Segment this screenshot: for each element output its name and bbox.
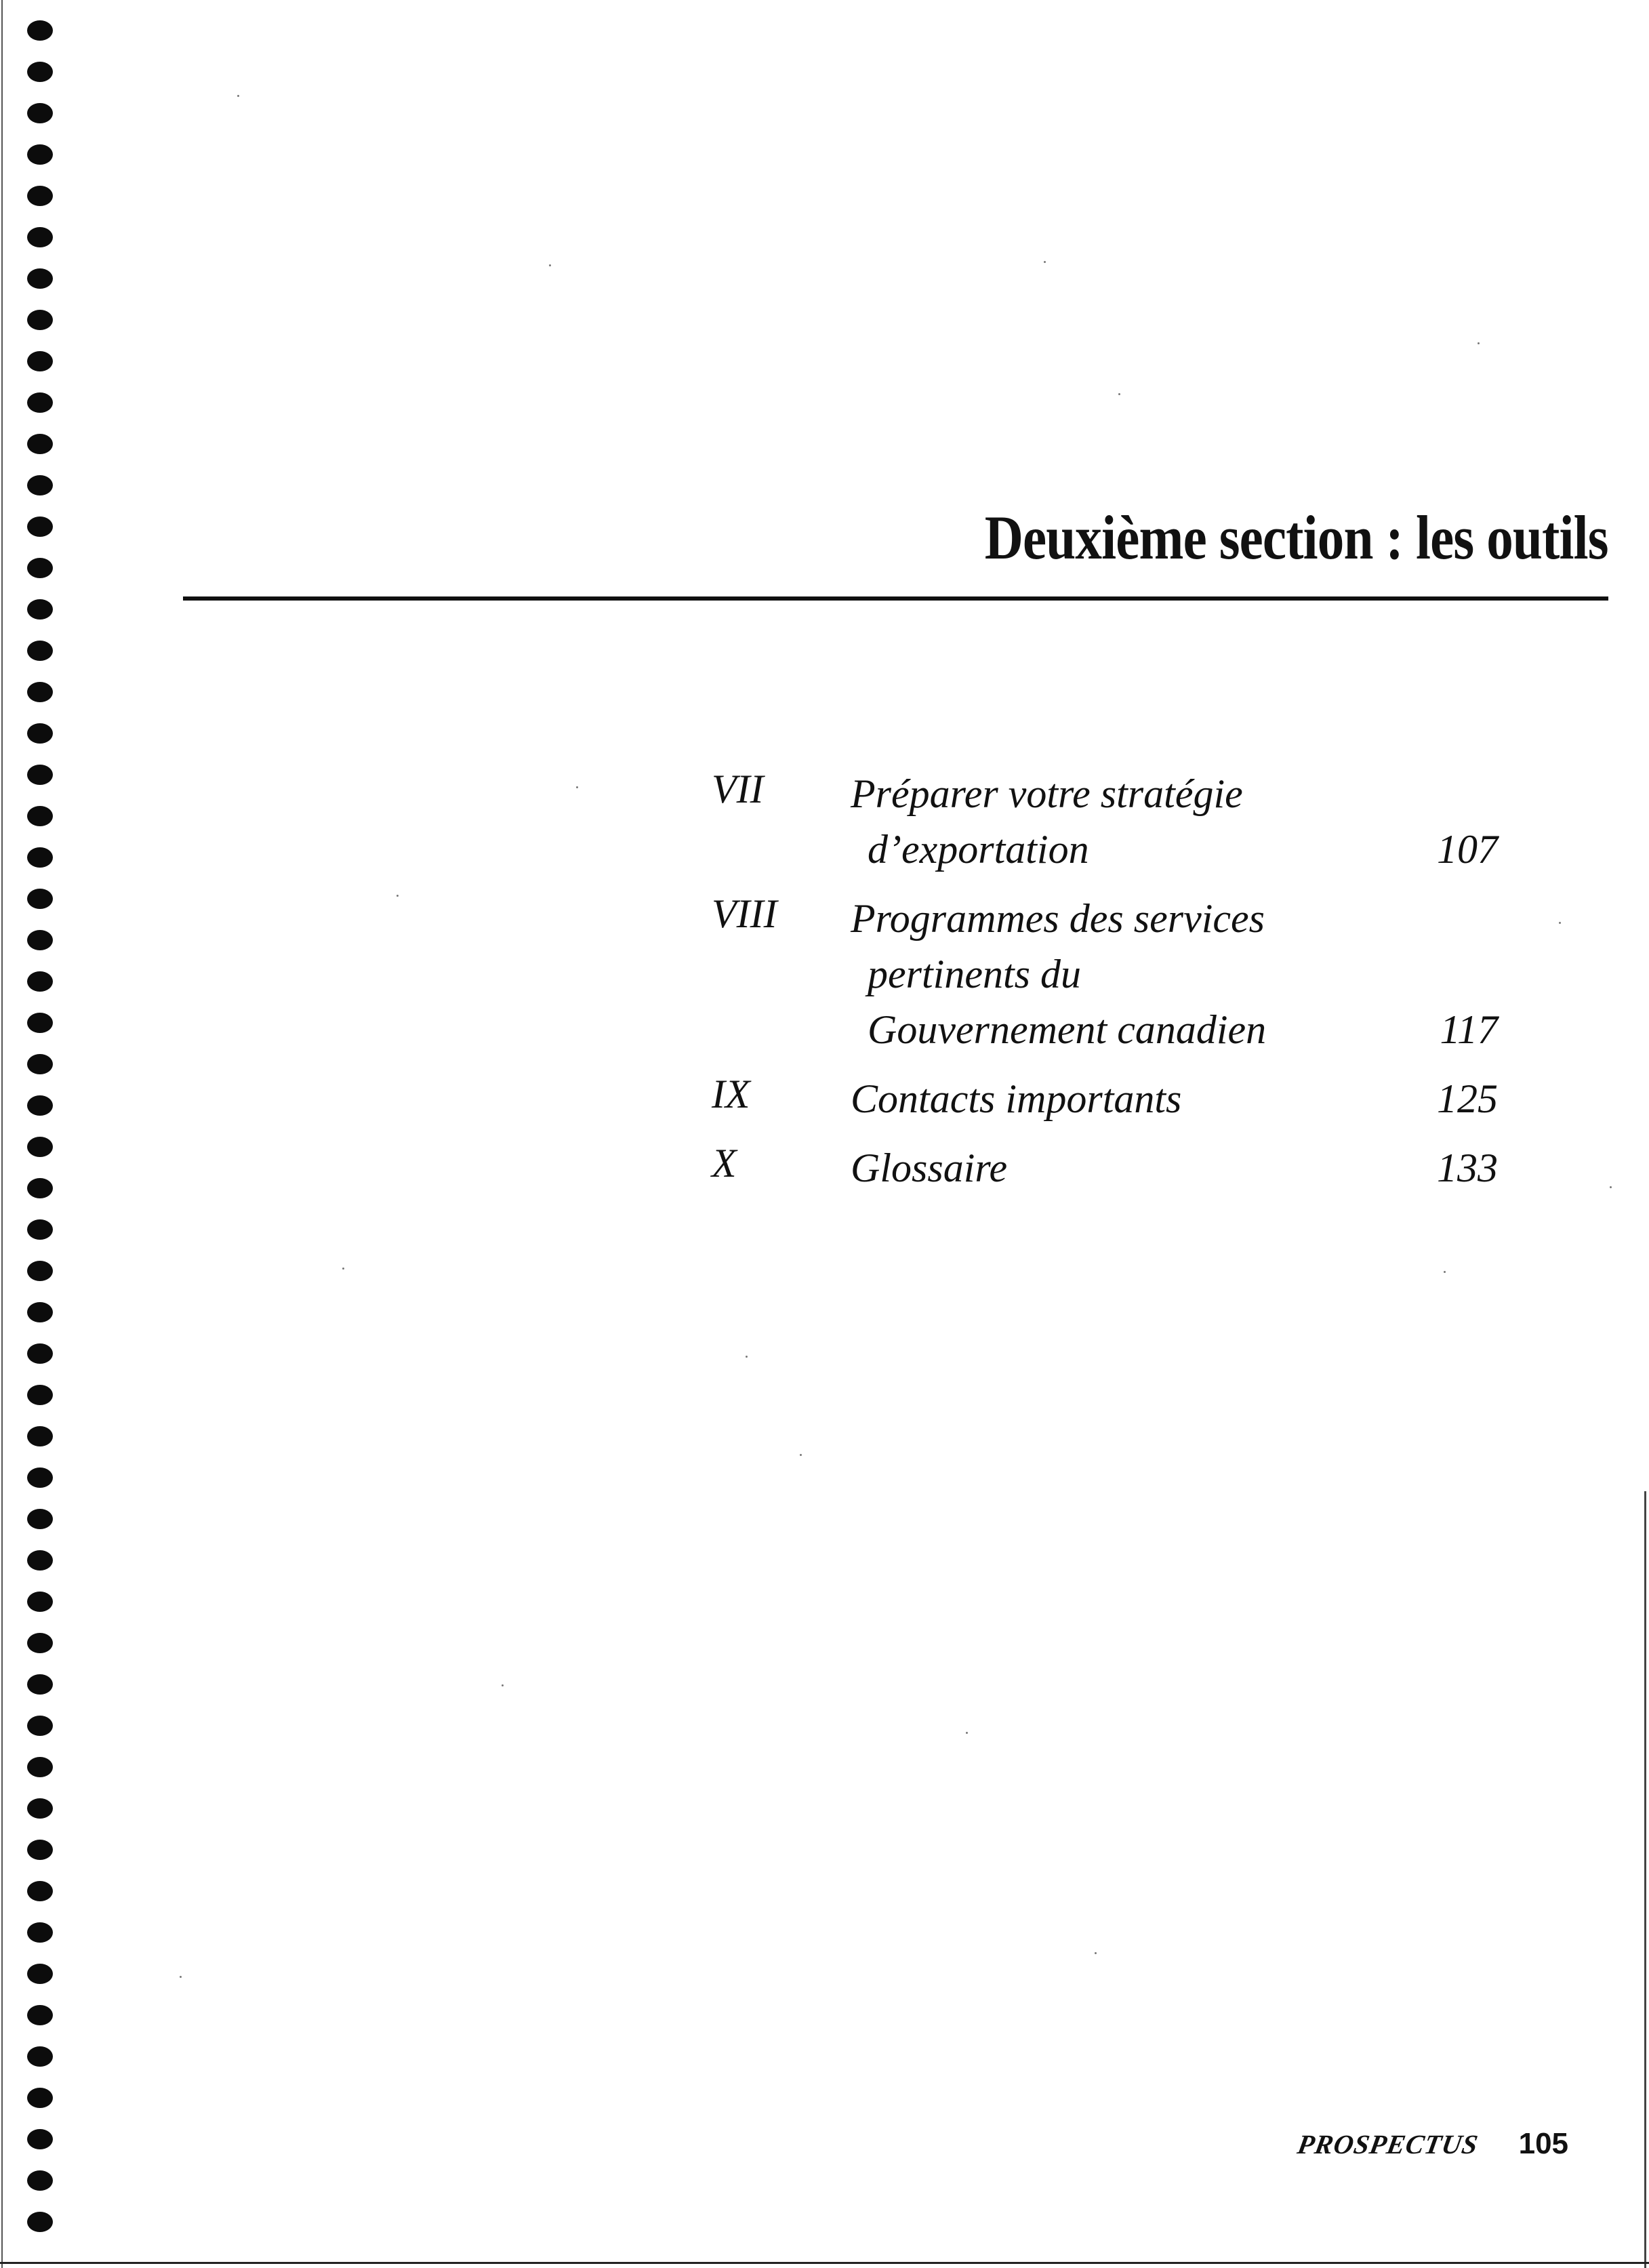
toc-entry [712,1140,1525,1196]
toc-page-number: 117 [1440,1007,1498,1052]
table-of-contents [712,766,1525,1209]
scan-speck [1095,1952,1097,1954]
binding-hole [27,1881,53,1901]
binding-hole [27,971,53,992]
binding-hole [27,310,53,330]
prospectus-logo-text: PROSPECTUS [1295,2128,1481,2160]
binding-hole [27,1137,53,1157]
binding-hole [27,1633,53,1653]
binding-hole [27,1592,53,1612]
binding-hole [27,2005,53,2025]
scan-speck [1118,393,1120,395]
binding-hole [27,847,53,868]
binding-hole [27,434,53,454]
binding-hole [27,1509,53,1529]
scan-speck [966,1732,968,1734]
binding-hole [27,1922,53,1943]
binding-hole [27,268,53,289]
binding-hole [27,186,53,206]
binding-hole [27,144,53,165]
binding-hole [27,1798,53,1819]
binding-hole [27,1302,53,1322]
binding-hole [27,1219,53,1240]
binding-hole [27,103,53,123]
toc-title-line: Glossaire [851,1146,1008,1190]
binding-hole [27,62,53,82]
toc-page-number: 133 [1437,1146,1498,1190]
binding-hole [27,1757,53,1777]
toc-chapter-title [851,1140,1366,1196]
binding-hole [27,1426,53,1446]
binding-hole [27,2129,53,2149]
toc-chapter-number: VII [712,767,764,811]
binding-hole [27,1716,53,1736]
scan-speck [180,1976,182,1978]
scan-speck [1444,1271,1446,1273]
scan-speck [549,264,551,266]
binding-hole [27,765,53,785]
binding-hole [27,1178,53,1198]
toc-entry [712,1071,1525,1127]
binding-hole [27,599,53,620]
binding-hole [27,517,53,537]
binding-hole [27,1054,53,1074]
binding-hole [27,1095,53,1116]
binding-hole [27,1964,53,1984]
toc-title-line: Préparer votre stratégie [851,771,1243,816]
title-rule [183,596,1608,601]
binding-hole [27,1840,53,1860]
scan-edge-left [1,0,3,2268]
toc-chapter-title [851,766,1366,877]
binding-hole [27,475,53,495]
page-number: 105 [1518,2127,1569,2160]
binding-hole [27,930,53,950]
toc-entry [712,891,1525,1057]
binding-hole [27,1343,53,1364]
binding-hole [27,351,53,371]
toc-chapter-number: IX [712,1072,750,1116]
binding-hole [27,1467,53,1488]
scan-speck [1478,342,1480,344]
binding-hole [27,1385,53,1405]
toc-page-number: 107 [1437,827,1498,872]
binding-hole [27,558,53,578]
scan-speck [746,1356,748,1358]
binding-hole [27,641,53,661]
toc-entry [712,766,1525,877]
spiral-binding [27,20,54,2253]
binding-hole [27,2212,53,2232]
scan-speck [1044,261,1046,263]
scan-edge-bottom [0,2262,1649,2264]
prospectus-logo [1295,2128,1481,2160]
page-footer [1295,2127,1569,2161]
binding-hole [27,2046,53,2067]
binding-hole [27,1013,53,1033]
binding-hole [27,1550,53,1571]
scan-speck [800,1454,802,1456]
binding-hole [27,392,53,413]
binding-hole [27,682,53,702]
scan-edge-right [1644,1491,1646,2268]
binding-hole [27,20,53,41]
binding-hole [27,227,53,247]
scan-speck [576,786,578,788]
toc-title-line: pertinents du [868,952,1081,996]
toc-chapter-number: X [712,1141,737,1186]
scan-speck [1610,1186,1612,1188]
toc-title-line: Gouvernement canadien [868,1007,1267,1052]
toc-title-line: d’exportation [868,827,1089,872]
toc-chapter-number: VIII [712,891,777,936]
toc-chapter-title [851,1071,1366,1127]
binding-hole [27,723,53,744]
toc-title-line: Programmes des services [851,896,1265,941]
binding-hole [27,806,53,826]
toc-chapter-title [851,891,1366,1057]
toc-page-number: 125 [1437,1076,1498,1121]
scan-speck [396,895,399,897]
scan-speck [342,1268,344,1270]
binding-hole [27,1261,53,1281]
binding-hole [27,1674,53,1695]
toc-title-line: Contacts importants [851,1076,1182,1121]
binding-hole [27,2088,53,2108]
binding-hole [27,2170,53,2191]
section-title: Deuxième section : les outils [985,503,1608,572]
binding-hole [27,889,53,909]
scan-speck [1559,922,1561,924]
scan-speck [502,1684,504,1686]
scan-speck [237,95,239,97]
